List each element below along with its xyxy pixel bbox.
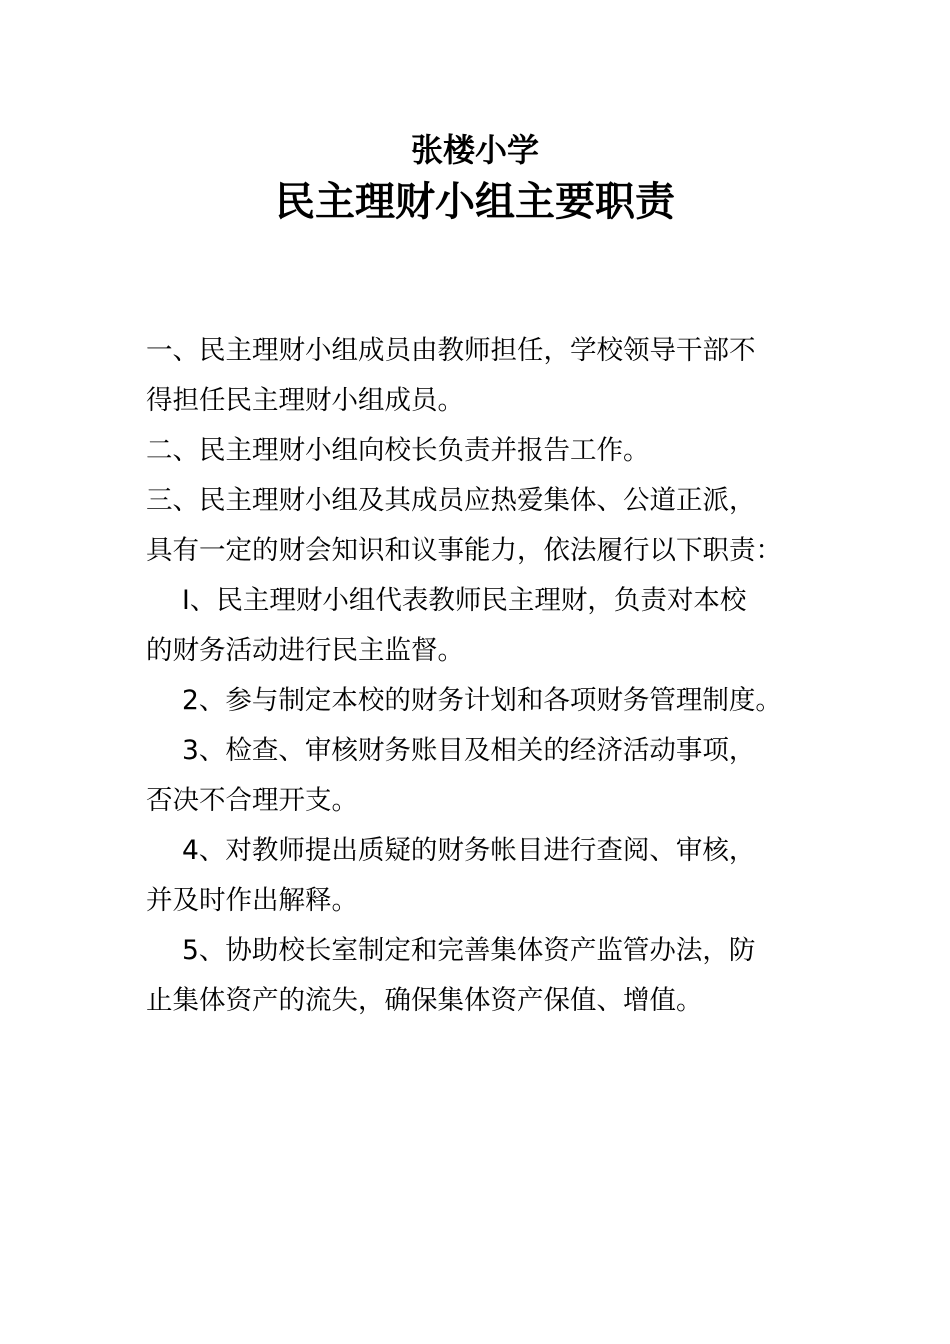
duty-3-line-1: 3、检查、审核财务账目及相关的经济活动事项， <box>182 735 756 766</box>
duty-1-line-1: I、民主理财小组代表教师民主理财，负责对本校 <box>182 585 747 616</box>
duty-4-line-2: 并及时作出解释。 <box>146 885 358 916</box>
duty-1-line-2: 的财务活动进行民主监督。 <box>146 635 464 666</box>
clause-3-line-1: 三、民主理财小组及其成员应热爱集体、公道正派， <box>146 485 756 516</box>
duty-5-line-2: 止集体资产的流失，确保集体资产保值、增值。 <box>146 985 703 1016</box>
clause-1-line-1: 一、民主理财小组成员由教师担任，学校领导干部不 <box>146 335 756 366</box>
document-title: 民主理财小组主要职责 <box>275 178 675 225</box>
clause-2-line-1: 二、民主理财小组向校长负责并报告工作。 <box>146 435 650 466</box>
clause-1-line-2: 得担任民主理财小组成员。 <box>146 385 464 416</box>
duty-4-line-1: 4、对教师提出质疑的财务帐目进行查阅、审核， <box>182 835 756 866</box>
clause-3-line-2: 具有一定的财会知识和议事能力，依法履行以下职责： <box>146 535 782 566</box>
school-name: 张楼小学 <box>410 131 539 169</box>
duty-3-line-2: 否决不合理开支。 <box>146 785 358 816</box>
duty-5-line-1: 5、协助校长室制定和完善集体资产监管办法，防 <box>182 935 756 966</box>
duty-2-line-1: 2、参与制定本校的财务计划和各项财务管理制度。 <box>182 685 782 716</box>
